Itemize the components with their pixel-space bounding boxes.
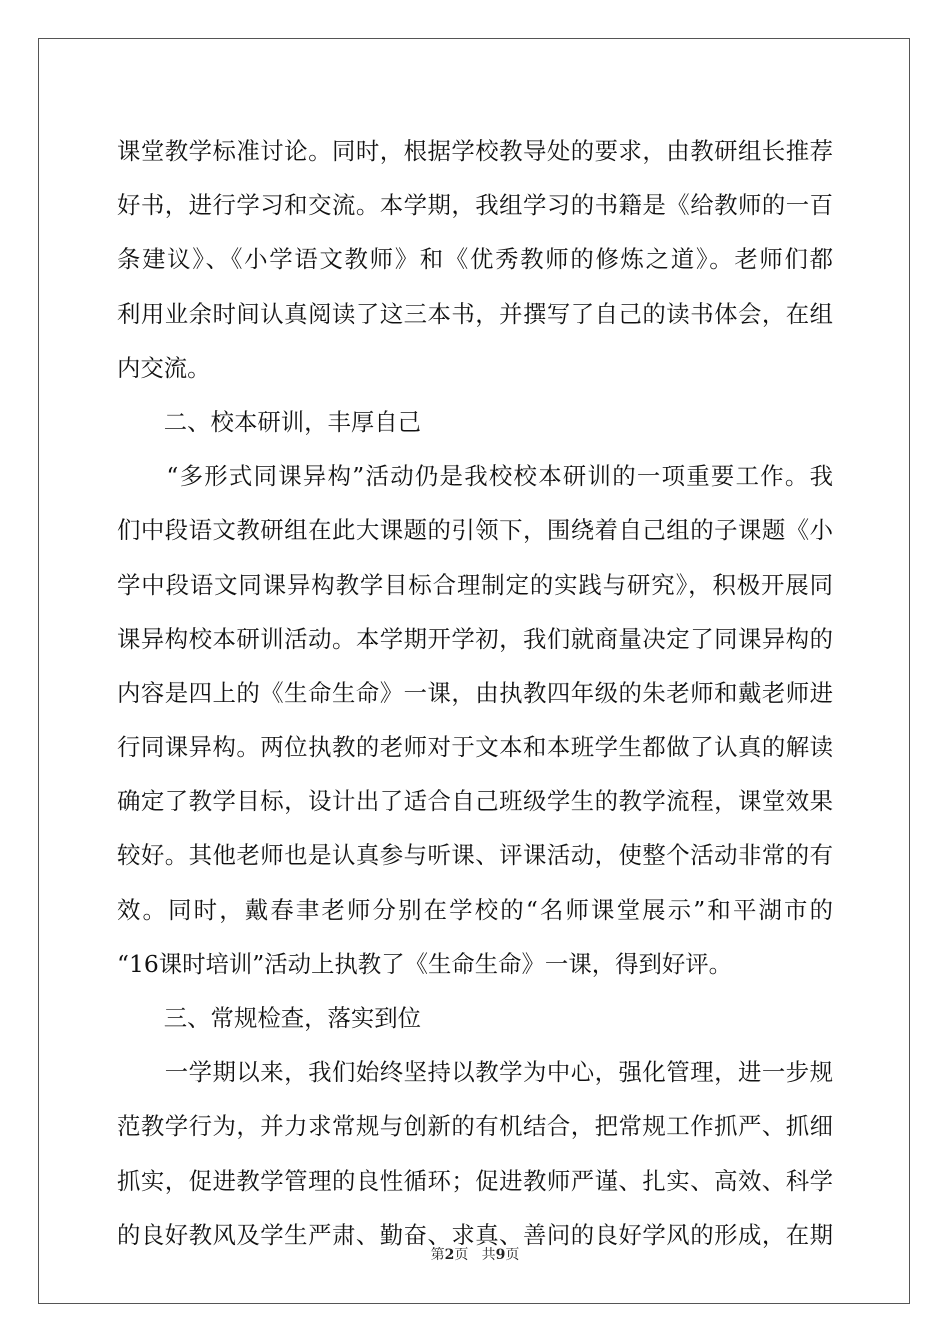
text-line: 学中段语文同课异构教学目标合理制定的实践与研究》，积极开展同 bbox=[117, 570, 833, 599]
text-line: 条建议》、《小学语文教师》和《优秀教师的修炼之道》。老师们都 bbox=[117, 245, 833, 274]
text-line: 确定了教学目标，设计出了适合自己班级学生的教学流程，课堂效果 bbox=[117, 787, 833, 816]
page-footer bbox=[0, 1244, 950, 1264]
footer-prefix: 第 bbox=[430, 1247, 445, 1263]
text-line: 的良好教风及学生严肃、勤奋、求真、善问的良好学风的形成，在期 bbox=[117, 1220, 833, 1249]
text-line: 课异构校本研训活动。本学期开学初，我们就商量决定了同课异构的 bbox=[117, 624, 833, 653]
text-line: 行同课异构。两位执教的老师对于文本和本班学生都做了认真的解读 bbox=[117, 733, 833, 762]
text-line: 范教学行为，并力求常规与创新的有机结合，把常规工作抓严、抓细 bbox=[117, 1112, 833, 1141]
text-line: 较好。其他老师也是认真参与听课、评课活动，使整个活动非常的有 bbox=[117, 841, 833, 870]
text-line: 利用业余时间认真阅读了这三本书，并撰写了自己的读书体会，在组 bbox=[117, 299, 833, 328]
footer-page-suffix: 页 bbox=[454, 1247, 469, 1263]
text-line: “多形式同课异构”活动仍是我校校本研训的一项重要工作。我 bbox=[117, 462, 833, 491]
footer-total-prefix: 共 bbox=[481, 1247, 496, 1263]
text-line: 二、校本研训，丰厚自己 bbox=[117, 407, 422, 436]
text-line: 三、常规检查，落实到位 bbox=[117, 1004, 422, 1032]
text-line: “16课时培训”活动上执教了《生命生命》一课，得到好评。 bbox=[117, 949, 733, 978]
text-line: 内交流。 bbox=[117, 353, 211, 382]
text-line: 一学期以来，我们始终坚持以教学为中心，强化管理，进一步规 bbox=[117, 1058, 833, 1087]
text-line: 们中段语文教研组在此大课题的引领下，围绕着自己组的子课题《小 bbox=[117, 516, 833, 545]
text-line: 内容是四上的《生命生命》一课，由执教四年级的朱老师和戴老师进 bbox=[117, 678, 833, 707]
footer-total-pages: 9 bbox=[495, 1247, 506, 1263]
text-line: 抓实，促进教学管理的良性循环；促进教师严谨、扎实、高效、科学 bbox=[117, 1166, 833, 1195]
text-line: 好书，进行学习和交流。本学期，我组学习的书籍是《给教师的一百 bbox=[117, 191, 833, 220]
text-line: 效。同时，戴春聿老师分别在学校的“名师课堂展示”和平湖市的 bbox=[117, 895, 833, 924]
text-line: 课堂教学标准讨论。同时，根据学校教导处的要求，由教研组长推荐 bbox=[117, 137, 833, 165]
document-body bbox=[117, 124, 833, 1262]
footer-page-number: 2 bbox=[444, 1247, 455, 1263]
footer-total-suffix: 页 bbox=[505, 1247, 520, 1263]
